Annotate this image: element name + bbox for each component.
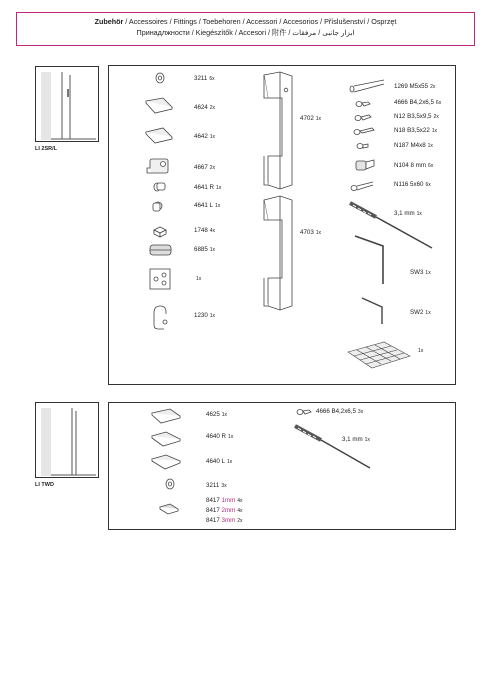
part-label-8417-1mm: 8417 1mm 4x <box>206 497 243 504</box>
part-label-n18: N18 B3,5x22 1x <box>394 127 438 134</box>
part-label-4641r: 4641 R 1x <box>194 184 222 191</box>
part-label-4640r: 4640 R 1x <box>206 433 234 440</box>
part-label-3211: 3211 6x <box>194 75 215 82</box>
part-label-n187: N187 M4x8 1x <box>394 142 433 149</box>
part-label-4667: 4667 2x <box>194 164 216 171</box>
part-label-sw3: SW3 1x <box>410 269 431 276</box>
header-line-2: Принадлжности / Kiegészítők / Accesori / 附件 / ابزار جانبی / مرفقات <box>136 28 355 37</box>
part-label-6885: 6885 1x <box>194 246 216 253</box>
part-label-drill: 3,1 mm 1x <box>342 436 370 443</box>
header-title: Zubehör <box>94 17 124 26</box>
cap-3211-icon <box>166 479 174 489</box>
part-label-4642: 4642 1x <box>194 133 216 140</box>
shim-8417-icon <box>160 504 178 514</box>
part-label-4702: 4702 1x <box>300 115 322 122</box>
part-label-4624: 4624 2x <box>194 104 216 111</box>
part-label-n12: N12 B3,5x9,5 2x <box>394 113 439 120</box>
part-label-1230: 1230 1x <box>194 312 216 319</box>
thumbnail-caption: LI TWD <box>35 482 54 488</box>
part-label-4640l: 4640 L 1x <box>206 458 233 465</box>
part-label-drill: 3,1 mm 1x <box>394 210 422 217</box>
part-label-1748: 1748 4x <box>194 227 216 234</box>
part-label-4666: 4666 B4,2x6,5 3x <box>316 408 364 415</box>
screw-4666-icon <box>297 410 311 415</box>
part-label-8417-3mm: 8417 3mm 2x <box>206 517 243 524</box>
part-label-4641l: 4641 L 1x <box>194 202 221 209</box>
part-label-3211: 3211 3x <box>206 482 227 489</box>
plate-4625-icon <box>152 409 180 423</box>
plate-4640l-icon <box>152 455 180 469</box>
part-label-n116: N116 5x60 6x <box>394 181 431 188</box>
part-label-pad: 1x <box>196 276 202 282</box>
plate-4640r-icon <box>152 432 180 446</box>
part-label-n104: N104 8 mm 6x <box>394 162 434 169</box>
drill-bit-icon <box>295 426 370 468</box>
part-label-4703: 4703 1x <box>300 229 322 236</box>
part-label-1269: 1269 M5x55 2x <box>394 83 436 90</box>
header-translations: / Accessoires / Fittings / Toebehoren / Accessori / Accesorios / Příslušenství / Osprzęt <box>123 17 397 26</box>
part-label-4666: 4666 B4,2x6,5 6x <box>394 99 442 106</box>
thumbnail-caption: LI 2SR/L <box>35 146 58 152</box>
part-label-sw2: SW2 1x <box>410 309 431 316</box>
part-label-8417-2mm: 8417 2mm 4x <box>206 507 243 514</box>
part-label-pad-sheet: 1x <box>418 348 424 354</box>
part-label-4625: 4625 1x <box>206 411 228 418</box>
